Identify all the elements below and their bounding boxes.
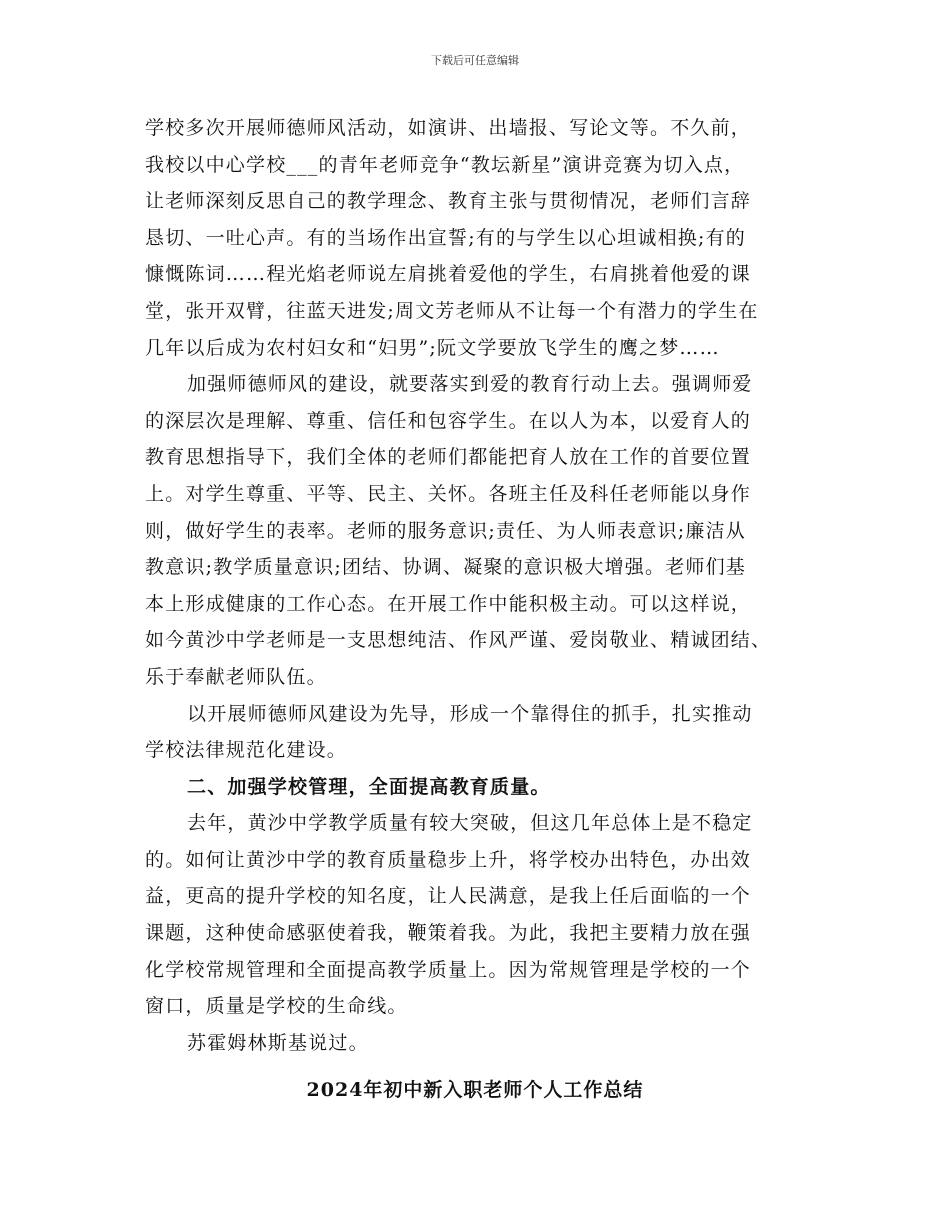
text-line: 本上形成健康的工作心态。在开展工作中能积极主动。可以这样说， [145, 592, 752, 615]
text-line: 如今黄沙中学老师是一支思想纯洁、作风严谨、爱岗敬业、精诚团结、 [145, 629, 772, 652]
text-line: 化学校常规管理和全面提高教学质量上。因为常规管理是学校的一个 [145, 958, 752, 981]
text-line: 去年，黄沙中学教学质量有较大突破，但这几年总体上是不稳定 [187, 812, 753, 835]
text-line: 几年以后成为农村妇女和“妇男”;阮文学要放飞学生的鹰之梦…… [145, 336, 720, 359]
text-line: 乐于奉献老师队伍。 [145, 665, 327, 688]
section-heading: 二、加强学校管理，全面提高教育质量。 [187, 775, 551, 798]
text-line: 我校以中心学校___的青年老师竞争“教坛新星”演讲竞赛为切入点， [145, 153, 745, 176]
text-line: 的深层次是理解、尊重、信任和包容学生。在以人为本，以爱育人的 [145, 409, 752, 432]
text-line: 恳切、一吐心声。有的当场作出宣誓;有的与学生以心坦诚相换;有的 [145, 226, 747, 249]
text-line: 以开展师德师风建设为先导，形成一个靠得住的抓手，扎实推动 [187, 702, 753, 725]
text-line: 学校多次开展师德师风活动，如演讲、出墙报、写论文等。不久前， [145, 117, 752, 139]
text-line: 上。对学生尊重、平等、民主、关怀。各班主任及科任老师能以身作 [145, 482, 752, 505]
text-line: 教意识;教学质量意识;团结、协调、凝聚的意识极大增强。老师们基 [145, 556, 747, 579]
text-line: 则，做好学生的表率。老师的服务意识;责任、为人师表意识;廉洁从 [145, 519, 747, 542]
text-line: 窗口，质量是学校的生命线。 [145, 995, 408, 1018]
text-line: 苏霍姆林斯基说过。 [187, 1031, 369, 1054]
text-line: 益，更高的提升学校的知名度，让人民满意，是我上任后面临的一个 [145, 885, 752, 908]
document-title: 2024年初中新入职老师个人工作总结 [306, 1079, 644, 1101]
text-line: 课题，这种使命感驱使着我，鞭策着我。为此，我把主要精力放在强 [145, 922, 752, 945]
page-header: 下载后可任意编辑 [431, 54, 519, 67]
text-line: 的。如何让黄沙中学的教育质量稳步上升，将学校办出特色，办出效 [145, 848, 752, 871]
text-line: 教育思想指导下，我们全体的老师们都能把育人放在工作的首要位置 [145, 446, 752, 469]
text-line: 慷慨陈词……程光焰老师说左肩挑着爱他的学生，右肩挑着他爱的课 [145, 263, 752, 286]
text-line: 学校法律规范化建设。 [145, 739, 348, 762]
text-line: 让老师深刻反思自己的教学理念、教育主张与贯彻情况，老师们言辞 [145, 190, 752, 213]
text-line: 加强师德师风的建设，就要落实到爱的教育行动上去。强调师爱 [187, 373, 753, 396]
document-body [145, 110, 835, 1061]
text-line: 堂，张开双臂，往蓝天进发;周文芳老师从不让每一个有潜力的学生在 [145, 299, 759, 322]
